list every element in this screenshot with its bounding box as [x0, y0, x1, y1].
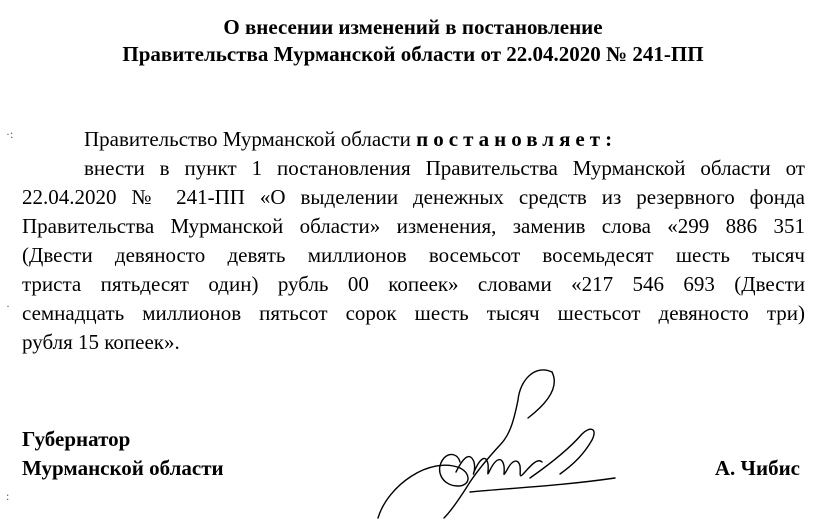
document-title: [0, 14, 826, 68]
text-line-1: внести в пункт 1 постановления Правительства Мурманской области от: [84, 156, 805, 180]
text-line-6: семнадцать миллионов пятьсот сорок шесть тысяч шестьсот девяносто три): [22, 301, 805, 325]
signatory-name: А. Чибис: [714, 456, 800, 480]
text-line-5: триста пятьдесят один) рубль 00 копеек» словами «217 546 693 (Двести: [22, 272, 805, 296]
decree-verb: постановляет:: [416, 127, 618, 151]
signatory-position: [22, 425, 224, 483]
intro-text: Правительство Мурманской области: [84, 127, 411, 151]
text-line-7: рубля 15 копеек».: [22, 330, 180, 354]
position-line-2: Мурманской области: [22, 456, 224, 480]
scan-speck: ·:: [6, 127, 14, 141]
title-line-2: Правительства Мурманской области от 22.04.2020 № 241-ПП: [122, 42, 704, 66]
handwritten-signature: [360, 360, 640, 520]
intro-line: [22, 125, 805, 154]
text-line-4: (Двести девяносто девять миллионов восемьсот восемьдесят шесть тысяч: [22, 243, 805, 267]
position-line-1: Губернатор: [22, 427, 131, 451]
resolution-text: [22, 125, 805, 357]
text-line-2: 22.04.2020 № 241-ПП «О выделении денежных средств из резервного фонда: [22, 185, 805, 209]
text-line-3: Правительства Мурманской области» изменения, заменив слова «299 886 351: [22, 214, 805, 238]
scan-speck: ·: [6, 299, 10, 313]
title-line-1: О внесении изменений в постановление: [223, 15, 603, 39]
scan-speck: :: [6, 489, 10, 503]
